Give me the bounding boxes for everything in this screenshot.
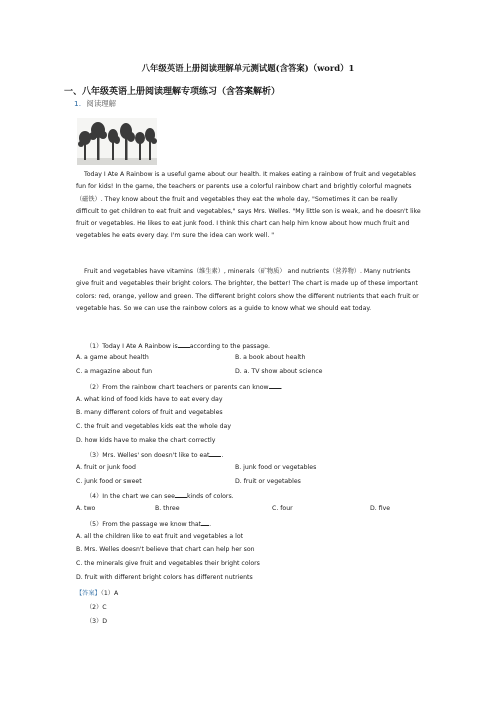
option: A. what kind of food kids have to eat every day bbox=[76, 396, 223, 403]
passage-paragraph-2: Fruit and vegetables have vitamins（维生素）, minerals（矿物质） and nutrients（营养物）. Many nutrients give fruit and vegetables their bright colors. The brighter, the better! The chart is made up of these important colors: red, orange, yellow and green. The different bright colors show the different nutrients that each fruit or vegetable has. So we can use the rainbow colors as a guide to know what we should eat today. bbox=[76, 268, 419, 312]
question-4-stem: （4）In the chart we can see kinds of colors. bbox=[86, 493, 234, 500]
option: C. the minerals give fruit and vegetables their bright colors bbox=[76, 560, 260, 567]
question-2-stem: （2）From the rainbow chart teachers or parents can know . bbox=[86, 384, 283, 391]
option: B. Mrs. Welles doesn't believe that chart can help her son bbox=[76, 546, 255, 553]
answer-3: （3）D bbox=[86, 618, 108, 625]
option: C. a magazine about fun bbox=[76, 368, 153, 375]
option: A. a game about health bbox=[76, 354, 149, 361]
question-3-stem: （3）Mrs. Welles' son doesn't like to eat . bbox=[86, 452, 224, 459]
question-type-label: 阅读理解 bbox=[86, 99, 116, 108]
option: D. a. TV show about science bbox=[235, 368, 323, 375]
answer-tag: 【答案】 bbox=[76, 590, 101, 597]
option: A. fruit or junk food bbox=[76, 464, 136, 471]
answer-line: 【答案】（1）A bbox=[76, 590, 119, 597]
option: D. fruit or vegetables bbox=[235, 478, 301, 485]
section-heading: 一、八年级英语上册阅读理解专项练习（含答案解析） bbox=[64, 87, 281, 97]
option: D. five bbox=[370, 505, 391, 512]
document-title: 八年级英语上册阅读理解单元测试题(含答案)（word）1 bbox=[141, 63, 355, 73]
question-number: 1. bbox=[74, 99, 82, 108]
answer-2: （2）C bbox=[86, 604, 107, 611]
question-1-stem: （1）Today I Ate A Rainbow is according to the passage. bbox=[86, 343, 271, 350]
tree-silhouettes-picture bbox=[77, 118, 157, 165]
option: D. how kids have to make the chart correctly bbox=[76, 437, 216, 444]
option: B. junk food or vegetables bbox=[235, 464, 317, 471]
passage-paragraph-1: Today I Ate A Rainbow is a useful game about our health. It makes eating a rainbow of fruit and vegetables fun for kids! In the game, the teachers or parents use a colorful rainbow chart and brightly colorful magnets（磁铁）. They know about the fruit and vegetables they eat the whole day, "Sometimes it can be really difficult to get children to eat fruit and vegetables," says Mrs. Welles. "My little son is weak, and he doesn't like fruit or vegetables. He likes to eat junk food. I think this chart can help him know about how much fruit and vegetables he eats every day. I'm sure the idea can work well. " bbox=[76, 171, 421, 240]
question-heading bbox=[74, 98, 116, 109]
option: A. two bbox=[76, 505, 96, 512]
option: A. all the children like to eat fruit and vegetables a lot bbox=[76, 533, 244, 540]
question-5-stem: （5）From the passage we know that . bbox=[86, 521, 212, 528]
passage-illustration bbox=[77, 118, 157, 165]
option: B. a book about health bbox=[235, 354, 306, 361]
option: C. the fruit and vegetables kids eat the whole day bbox=[76, 423, 231, 430]
option: B. three bbox=[155, 505, 180, 512]
option: C. four bbox=[272, 505, 293, 512]
option: C. junk food or sweet bbox=[76, 478, 142, 485]
option: D. fruit with different bright colors has different nutrients bbox=[76, 574, 253, 581]
option: B. many different colors of fruit and vegetables bbox=[76, 409, 223, 416]
